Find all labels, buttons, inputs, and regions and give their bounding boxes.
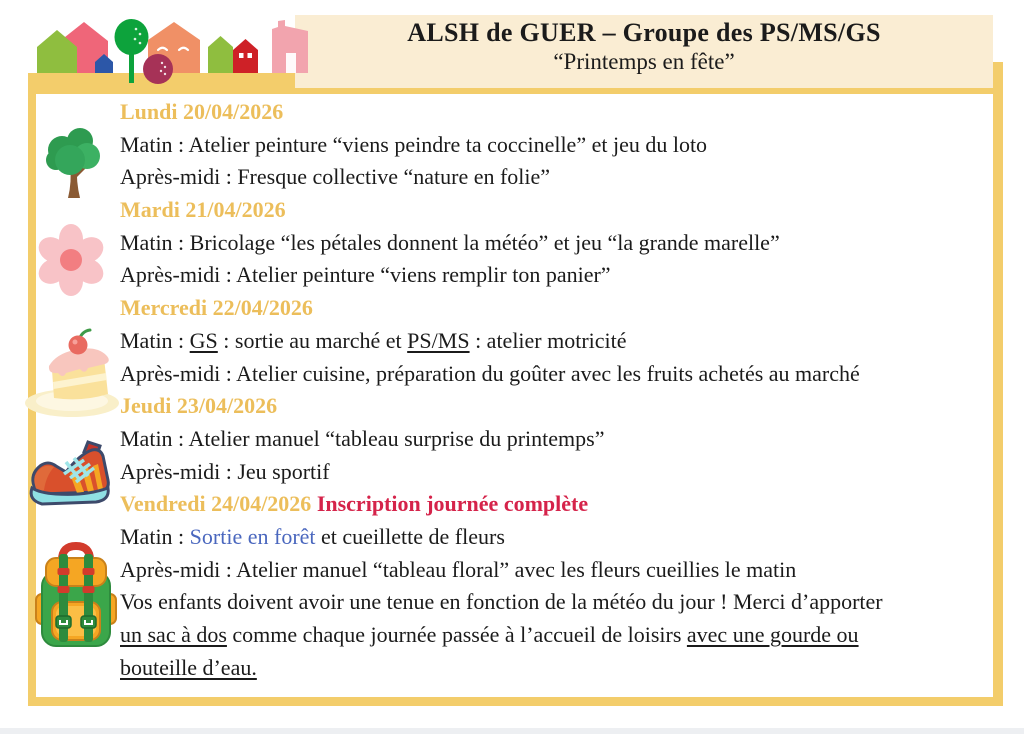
day-heading bbox=[120, 194, 1005, 227]
text-segment: Vos enfants doivent avoir une tenue en fonction de la météo du jour ! Merci d’apporter bbox=[120, 589, 883, 615]
text-segment: comme chaque journée passée à l’accueil de loisirs bbox=[226, 622, 687, 647]
text-segment: bouteille d’eau. bbox=[120, 654, 257, 680]
cake-icon bbox=[22, 328, 122, 420]
schedule-text-line bbox=[120, 423, 1005, 456]
text-segment: Inscription journée complète bbox=[316, 491, 589, 517]
header bbox=[295, 15, 993, 88]
schedule-lines bbox=[120, 96, 1005, 684]
text-segment: Après-midi : Atelier manuel “tableau floral” avec les fleurs cueillies le matin bbox=[120, 556, 797, 582]
text-segment: Après-midi : Atelier cuisine, préparation du goûter avec les fruits achetés au marché bbox=[120, 360, 860, 386]
text-segment: avec une gourde ou bbox=[686, 622, 859, 647]
schedule-text-line bbox=[120, 358, 1005, 391]
schedule-text-line bbox=[120, 227, 1005, 260]
text-segment: Matin : bbox=[120, 327, 190, 353]
schedule-text-line bbox=[120, 259, 1005, 292]
day-heading bbox=[120, 488, 1005, 521]
text-segment: Sortie en forêt bbox=[189, 523, 316, 549]
text-segment: : atelier motricité bbox=[469, 327, 627, 353]
text-segment: Jeudi 23/04/2026 bbox=[120, 393, 278, 419]
text-segment: Lundi 20/04/2026 bbox=[120, 99, 284, 124]
text-segment: Matin : bbox=[120, 523, 190, 549]
schedule-text-line bbox=[120, 129, 1005, 162]
schedule-text-line bbox=[120, 652, 1005, 685]
text-segment: GS bbox=[189, 327, 218, 353]
text-segment: et cueillette de fleurs bbox=[315, 523, 505, 549]
page-title: ALSH de GUER – Groupe des PS/MS/GS bbox=[407, 18, 881, 47]
frame-bottom-border bbox=[28, 697, 1003, 706]
text-segment: Vendredi 24/04/2026 bbox=[120, 491, 317, 517]
day-heading bbox=[120, 390, 1005, 423]
text-segment: Mercredi 22/04/2026 bbox=[120, 295, 313, 321]
text-segment: Matin : Bricolage “les pétales donnent la météo” et jeu “la grande marelle” bbox=[120, 229, 780, 255]
schedule-text-line bbox=[120, 554, 1005, 587]
page-subtitle: “Printemps en fête” bbox=[553, 49, 735, 74]
tree-icon bbox=[42, 126, 104, 202]
page-bottom-edge bbox=[0, 728, 1024, 734]
text-segment: PS/MS bbox=[407, 327, 470, 353]
day-heading bbox=[120, 292, 1005, 325]
schedule-text-line bbox=[120, 325, 1005, 358]
schedule-text-line bbox=[120, 456, 1005, 489]
text-segment: Matin : Atelier peinture “viens peindre ta coccinelle” et jeu du loto bbox=[120, 131, 708, 157]
sneaker-icon bbox=[26, 436, 116, 514]
flower-icon bbox=[36, 224, 106, 296]
text-segment: : sortie au marché et bbox=[217, 327, 408, 353]
schedule-text-line bbox=[120, 619, 1005, 652]
text-segment: Après-midi : Jeu sportif bbox=[120, 458, 330, 484]
text-segment: Après-midi : Atelier peinture “viens remplir ton panier” bbox=[120, 262, 611, 288]
day-heading bbox=[120, 96, 1005, 129]
backpack-icon bbox=[34, 542, 118, 654]
houses-illustration bbox=[28, 17, 313, 95]
schedule-text-line bbox=[120, 521, 1005, 554]
text-segment: Matin : Atelier manuel “tableau surprise du printemps” bbox=[120, 425, 605, 451]
text-segment: Mardi 21/04/2026 bbox=[120, 197, 286, 223]
schedule-text-line bbox=[120, 586, 1005, 619]
schedule-text-line bbox=[120, 161, 1005, 194]
text-segment: un sac à dos bbox=[120, 622, 227, 647]
text-segment: Après-midi : Fresque collective “nature en folie” bbox=[120, 164, 551, 190]
